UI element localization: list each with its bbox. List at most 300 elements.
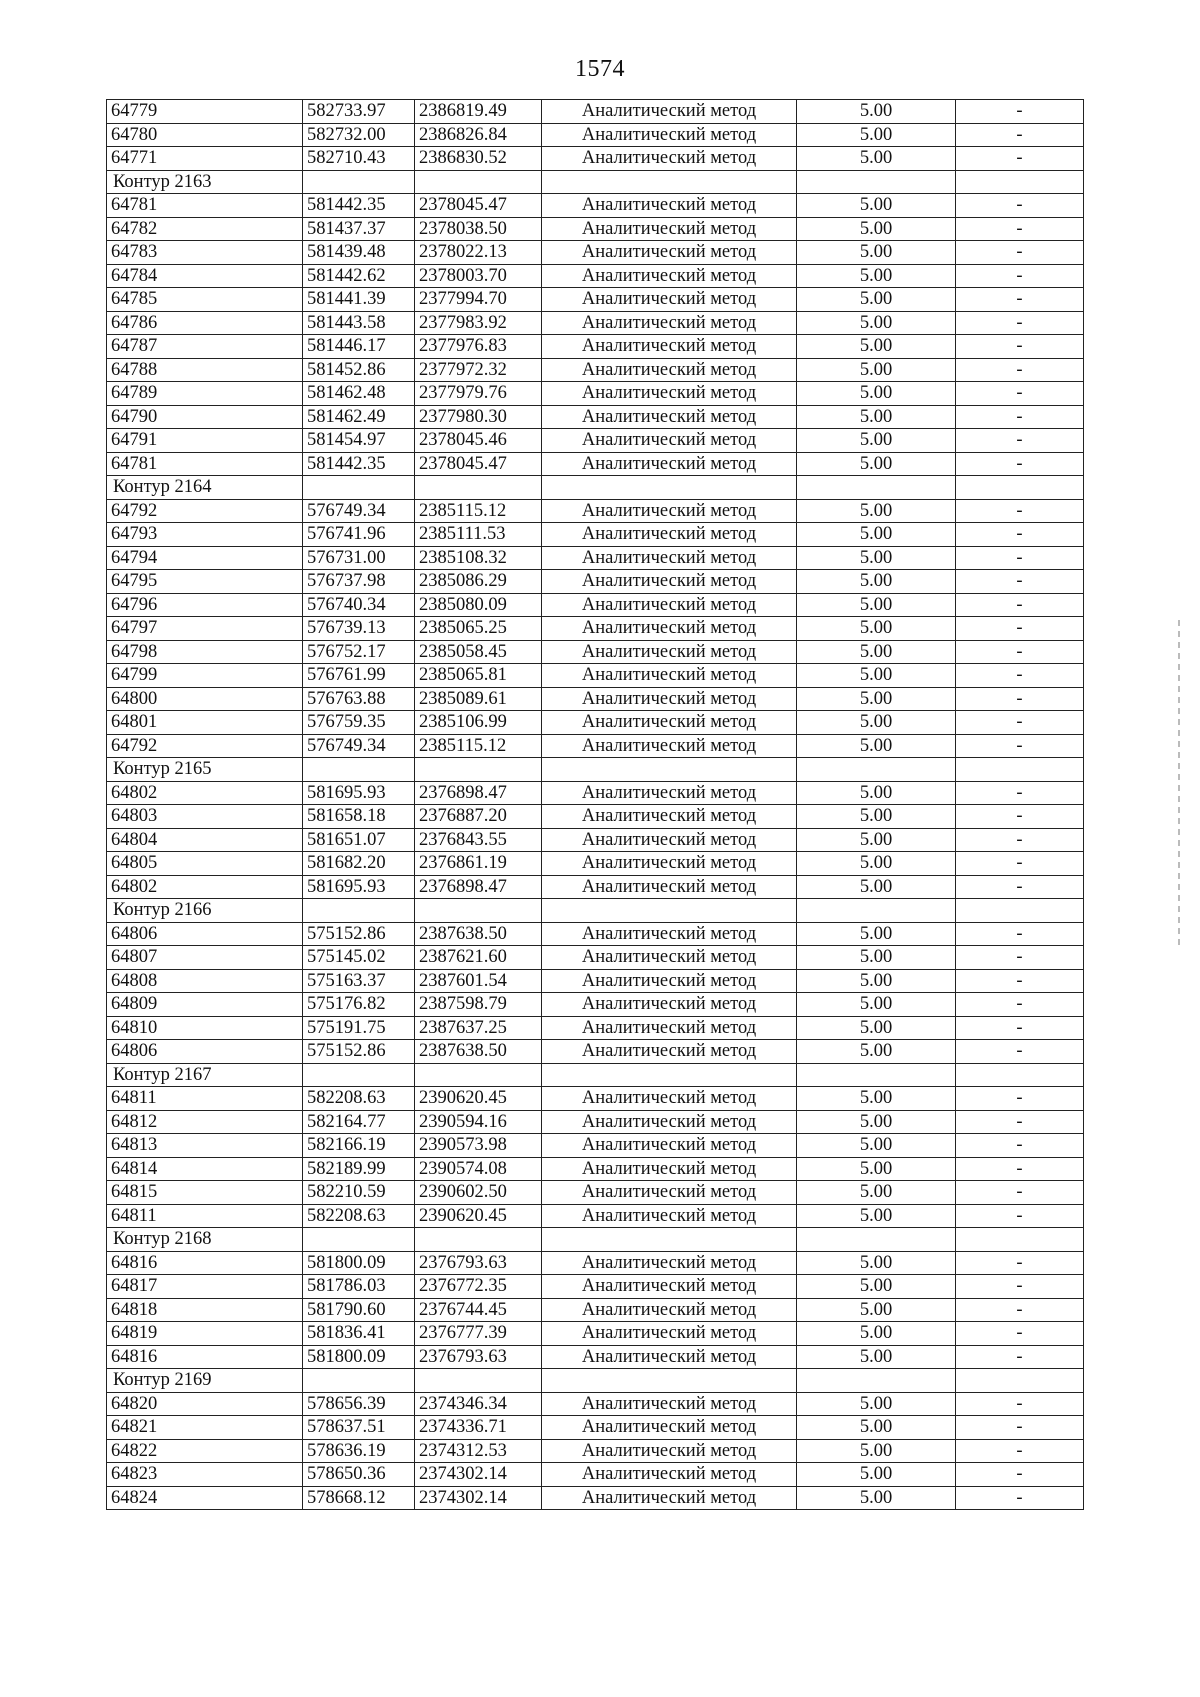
error-cell: 5.00 <box>797 852 956 876</box>
point-id-cell: 64780 <box>107 123 303 147</box>
x-coordinate-cell: 578668.12 <box>303 1486 415 1510</box>
table-row <box>107 241 1084 265</box>
table-row <box>107 640 1084 664</box>
contour-label-cell: Контур 2167 <box>107 1063 303 1087</box>
error-cell: 5.00 <box>797 1110 956 1134</box>
table-row <box>107 1345 1084 1369</box>
method-cell: Аналитический метод <box>542 734 797 758</box>
note-cell: - <box>956 711 1084 735</box>
y-coordinate-cell: 2386819.49 <box>415 100 542 124</box>
point-id-cell: 64795 <box>107 570 303 594</box>
method-cell: Аналитический метод <box>542 1275 797 1299</box>
point-id-cell: 64799 <box>107 664 303 688</box>
table-row <box>107 828 1084 852</box>
error-cell: 5.00 <box>797 1463 956 1487</box>
table-row <box>107 1157 1084 1181</box>
method-cell: Аналитический метод <box>542 1345 797 1369</box>
empty-cell <box>797 899 956 923</box>
contour-header-row <box>107 170 1084 194</box>
y-coordinate-cell: 2387601.54 <box>415 969 542 993</box>
x-coordinate-cell: 581437.37 <box>303 217 415 241</box>
x-coordinate-cell: 581836.41 <box>303 1322 415 1346</box>
method-cell: Аналитический метод <box>542 1251 797 1275</box>
error-cell: 5.00 <box>797 241 956 265</box>
table-row <box>107 1087 1084 1111</box>
method-cell: Аналитический метод <box>542 147 797 171</box>
x-coordinate-cell: 576739.13 <box>303 617 415 641</box>
error-cell: 5.00 <box>797 1251 956 1275</box>
x-coordinate-cell: 581682.20 <box>303 852 415 876</box>
x-coordinate-cell: 576761.99 <box>303 664 415 688</box>
empty-cell <box>797 170 956 194</box>
contour-header-row <box>107 1228 1084 1252</box>
method-cell: Аналитический метод <box>542 1087 797 1111</box>
x-coordinate-cell: 581442.62 <box>303 264 415 288</box>
method-cell: Аналитический метод <box>542 311 797 335</box>
note-cell: - <box>956 358 1084 382</box>
empty-cell <box>542 476 797 500</box>
method-cell: Аналитический метод <box>542 969 797 993</box>
x-coordinate-cell: 576741.96 <box>303 523 415 547</box>
y-coordinate-cell: 2385089.61 <box>415 687 542 711</box>
y-coordinate-cell: 2390620.45 <box>415 1204 542 1228</box>
method-cell: Аналитический метод <box>542 288 797 312</box>
note-cell: - <box>956 288 1084 312</box>
y-coordinate-cell: 2374312.53 <box>415 1439 542 1463</box>
table-row <box>107 570 1084 594</box>
note-cell: - <box>956 194 1084 218</box>
contour-label-cell: Контур 2164 <box>107 476 303 500</box>
empty-cell <box>797 476 956 500</box>
point-id-cell: 64783 <box>107 241 303 265</box>
x-coordinate-cell: 582710.43 <box>303 147 415 171</box>
table-row <box>107 358 1084 382</box>
note-cell: - <box>956 852 1084 876</box>
x-coordinate-cell: 575163.37 <box>303 969 415 993</box>
error-cell: 5.00 <box>797 311 956 335</box>
y-coordinate-cell: 2378003.70 <box>415 264 542 288</box>
error-cell: 5.00 <box>797 264 956 288</box>
y-coordinate-cell: 2387638.50 <box>415 922 542 946</box>
method-cell: Аналитический метод <box>542 546 797 570</box>
x-coordinate-cell: 581443.58 <box>303 311 415 335</box>
y-coordinate-cell: 2378038.50 <box>415 217 542 241</box>
y-coordinate-cell: 2386830.52 <box>415 147 542 171</box>
table-row <box>107 664 1084 688</box>
table-row <box>107 546 1084 570</box>
method-cell: Аналитический метод <box>542 123 797 147</box>
table-row <box>107 875 1084 899</box>
y-coordinate-cell: 2376843.55 <box>415 828 542 852</box>
point-id-cell: 64793 <box>107 523 303 547</box>
point-id-cell: 64794 <box>107 546 303 570</box>
x-coordinate-cell: 581658.18 <box>303 805 415 829</box>
table-row <box>107 781 1084 805</box>
error-cell: 5.00 <box>797 194 956 218</box>
point-id-cell: 64786 <box>107 311 303 335</box>
table-row <box>107 217 1084 241</box>
error-cell: 5.00 <box>797 499 956 523</box>
table-row <box>107 1392 1084 1416</box>
point-id-cell: 64819 <box>107 1322 303 1346</box>
note-cell: - <box>956 1110 1084 1134</box>
method-cell: Аналитический метод <box>542 217 797 241</box>
point-id-cell: 64822 <box>107 1439 303 1463</box>
point-id-cell: 64811 <box>107 1204 303 1228</box>
table-row <box>107 1463 1084 1487</box>
empty-cell <box>956 758 1084 782</box>
note-cell: - <box>956 969 1084 993</box>
y-coordinate-cell: 2390573.98 <box>415 1134 542 1158</box>
point-id-cell: 64809 <box>107 993 303 1017</box>
method-cell: Аналитический метод <box>542 711 797 735</box>
empty-cell <box>956 1228 1084 1252</box>
method-cell: Аналитический метод <box>542 993 797 1017</box>
error-cell: 5.00 <box>797 1204 956 1228</box>
point-id-cell: 64782 <box>107 217 303 241</box>
point-id-cell: 64791 <box>107 429 303 453</box>
method-cell: Аналитический метод <box>542 1110 797 1134</box>
table-row <box>107 123 1084 147</box>
point-id-cell: 64814 <box>107 1157 303 1181</box>
empty-cell <box>797 1228 956 1252</box>
note-cell: - <box>956 922 1084 946</box>
error-cell: 5.00 <box>797 523 956 547</box>
y-coordinate-cell: 2378045.47 <box>415 452 542 476</box>
x-coordinate-cell: 582210.59 <box>303 1181 415 1205</box>
note-cell: - <box>956 946 1084 970</box>
error-cell: 5.00 <box>797 711 956 735</box>
x-coordinate-cell: 576731.00 <box>303 546 415 570</box>
error-cell: 5.00 <box>797 1134 956 1158</box>
x-coordinate-cell: 582164.77 <box>303 1110 415 1134</box>
note-cell: - <box>956 1157 1084 1181</box>
coordinates-table <box>106 99 1084 1510</box>
error-cell: 5.00 <box>797 382 956 406</box>
point-id-cell: 64784 <box>107 264 303 288</box>
empty-cell <box>303 476 415 500</box>
contour-label-cell: Контур 2163 <box>107 170 303 194</box>
error-cell: 5.00 <box>797 617 956 641</box>
x-coordinate-cell: 575191.75 <box>303 1016 415 1040</box>
empty-cell <box>956 1063 1084 1087</box>
error-cell: 5.00 <box>797 429 956 453</box>
note-cell: - <box>956 1463 1084 1487</box>
table-row <box>107 1416 1084 1440</box>
note-cell: - <box>956 687 1084 711</box>
table-row <box>107 288 1084 312</box>
point-id-cell: 64796 <box>107 593 303 617</box>
method-cell: Аналитический метод <box>542 1486 797 1510</box>
empty-cell <box>303 1369 415 1393</box>
point-id-cell: 64789 <box>107 382 303 406</box>
note-cell: - <box>956 1087 1084 1111</box>
table-row <box>107 1204 1084 1228</box>
table-row <box>107 1040 1084 1064</box>
coordinates-table-body <box>107 100 1084 1510</box>
y-coordinate-cell: 2378045.46 <box>415 429 542 453</box>
note-cell: - <box>956 1345 1084 1369</box>
x-coordinate-cell: 581442.35 <box>303 194 415 218</box>
x-coordinate-cell: 575152.86 <box>303 1040 415 1064</box>
y-coordinate-cell: 2390574.08 <box>415 1157 542 1181</box>
x-coordinate-cell: 581452.86 <box>303 358 415 382</box>
note-cell: - <box>956 570 1084 594</box>
x-coordinate-cell: 578636.19 <box>303 1439 415 1463</box>
empty-cell <box>303 758 415 782</box>
error-cell: 5.00 <box>797 288 956 312</box>
x-coordinate-cell: 581800.09 <box>303 1251 415 1275</box>
y-coordinate-cell: 2385058.45 <box>415 640 542 664</box>
y-coordinate-cell: 2376793.63 <box>415 1345 542 1369</box>
x-coordinate-cell: 581786.03 <box>303 1275 415 1299</box>
table-row <box>107 993 1084 1017</box>
x-coordinate-cell: 581790.60 <box>303 1298 415 1322</box>
x-coordinate-cell: 575176.82 <box>303 993 415 1017</box>
y-coordinate-cell: 2387638.50 <box>415 1040 542 1064</box>
error-cell: 5.00 <box>797 993 956 1017</box>
y-coordinate-cell: 2377994.70 <box>415 288 542 312</box>
note-cell: - <box>956 1275 1084 1299</box>
method-cell: Аналитический метод <box>542 429 797 453</box>
point-id-cell: 64785 <box>107 288 303 312</box>
empty-cell <box>956 1369 1084 1393</box>
point-id-cell: 64811 <box>107 1087 303 1111</box>
error-cell: 5.00 <box>797 805 956 829</box>
y-coordinate-cell: 2385065.81 <box>415 664 542 688</box>
empty-cell <box>542 1063 797 1087</box>
contour-header-row <box>107 476 1084 500</box>
x-coordinate-cell: 581446.17 <box>303 335 415 359</box>
y-coordinate-cell: 2386826.84 <box>415 123 542 147</box>
x-coordinate-cell: 578656.39 <box>303 1392 415 1416</box>
empty-cell <box>797 1369 956 1393</box>
x-coordinate-cell: 576749.34 <box>303 734 415 758</box>
note-cell: - <box>956 264 1084 288</box>
table-row <box>107 617 1084 641</box>
point-id-cell: 64806 <box>107 1040 303 1064</box>
note-cell: - <box>956 123 1084 147</box>
table-row <box>107 1134 1084 1158</box>
method-cell: Аналитический метод <box>542 1181 797 1205</box>
note-cell: - <box>956 1204 1084 1228</box>
empty-cell <box>415 899 542 923</box>
table-row <box>107 382 1084 406</box>
error-cell: 5.00 <box>797 217 956 241</box>
contour-label-cell: Контур 2165 <box>107 758 303 782</box>
table-row <box>107 335 1084 359</box>
error-cell: 5.00 <box>797 734 956 758</box>
x-coordinate-cell: 576759.35 <box>303 711 415 735</box>
method-cell: Аналитический метод <box>542 1134 797 1158</box>
note-cell: - <box>956 382 1084 406</box>
y-coordinate-cell: 2377979.76 <box>415 382 542 406</box>
method-cell: Аналитический метод <box>542 1392 797 1416</box>
y-coordinate-cell: 2376861.19 <box>415 852 542 876</box>
table-row <box>107 1275 1084 1299</box>
x-coordinate-cell: 578650.36 <box>303 1463 415 1487</box>
x-coordinate-cell: 581695.93 <box>303 781 415 805</box>
empty-cell <box>303 899 415 923</box>
y-coordinate-cell: 2377980.30 <box>415 405 542 429</box>
x-coordinate-cell: 581462.49 <box>303 405 415 429</box>
x-coordinate-cell: 581651.07 <box>303 828 415 852</box>
error-cell: 5.00 <box>797 335 956 359</box>
point-id-cell: 64817 <box>107 1275 303 1299</box>
method-cell: Аналитический метод <box>542 1298 797 1322</box>
method-cell: Аналитический метод <box>542 946 797 970</box>
method-cell: Аналитический метод <box>542 640 797 664</box>
y-coordinate-cell: 2390620.45 <box>415 1087 542 1111</box>
y-coordinate-cell: 2377983.92 <box>415 311 542 335</box>
method-cell: Аналитический метод <box>542 335 797 359</box>
note-cell: - <box>956 311 1084 335</box>
note-cell: - <box>956 781 1084 805</box>
table-row <box>107 946 1084 970</box>
method-cell: Аналитический метод <box>542 781 797 805</box>
table-row <box>107 523 1084 547</box>
method-cell: Аналитический метод <box>542 1463 797 1487</box>
note-cell: - <box>956 147 1084 171</box>
note-cell: - <box>956 499 1084 523</box>
empty-cell <box>303 1228 415 1252</box>
table-row <box>107 405 1084 429</box>
y-coordinate-cell: 2374302.14 <box>415 1486 542 1510</box>
error-cell: 5.00 <box>797 640 956 664</box>
y-coordinate-cell: 2377972.32 <box>415 358 542 382</box>
note-cell: - <box>956 100 1084 124</box>
empty-cell <box>415 758 542 782</box>
method-cell: Аналитический метод <box>542 100 797 124</box>
method-cell: Аналитический метод <box>542 452 797 476</box>
point-id-cell: 64813 <box>107 1134 303 1158</box>
note-cell: - <box>956 523 1084 547</box>
note-cell: - <box>956 1040 1084 1064</box>
error-cell: 5.00 <box>797 1322 956 1346</box>
x-coordinate-cell: 582208.63 <box>303 1204 415 1228</box>
empty-cell <box>956 476 1084 500</box>
table-row <box>107 1439 1084 1463</box>
note-cell: - <box>956 335 1084 359</box>
point-id-cell: 64781 <box>107 452 303 476</box>
method-cell: Аналитический метод <box>542 1016 797 1040</box>
error-cell: 5.00 <box>797 969 956 993</box>
point-id-cell: 64792 <box>107 499 303 523</box>
table-row <box>107 1181 1084 1205</box>
method-cell: Аналитический метод <box>542 1439 797 1463</box>
error-cell: 5.00 <box>797 546 956 570</box>
table-row <box>107 922 1084 946</box>
error-cell: 5.00 <box>797 1486 956 1510</box>
method-cell: Аналитический метод <box>542 570 797 594</box>
x-coordinate-cell: 576752.17 <box>303 640 415 664</box>
note-cell: - <box>956 993 1084 1017</box>
table-row <box>107 852 1084 876</box>
error-cell: 5.00 <box>797 1016 956 1040</box>
y-coordinate-cell: 2376887.20 <box>415 805 542 829</box>
y-coordinate-cell: 2378045.47 <box>415 194 542 218</box>
method-cell: Аналитический метод <box>542 1416 797 1440</box>
table-row <box>107 969 1084 993</box>
y-coordinate-cell: 2376772.35 <box>415 1275 542 1299</box>
y-coordinate-cell: 2378022.13 <box>415 241 542 265</box>
point-id-cell: 64821 <box>107 1416 303 1440</box>
y-coordinate-cell: 2376744.45 <box>415 1298 542 1322</box>
empty-cell <box>542 758 797 782</box>
method-cell: Аналитический метод <box>542 852 797 876</box>
empty-cell <box>542 899 797 923</box>
error-cell: 5.00 <box>797 452 956 476</box>
y-coordinate-cell: 2374346.34 <box>415 1392 542 1416</box>
point-id-cell: 64787 <box>107 335 303 359</box>
error-cell: 5.00 <box>797 1157 956 1181</box>
note-cell: - <box>956 241 1084 265</box>
point-id-cell: 64771 <box>107 147 303 171</box>
empty-cell <box>415 1369 542 1393</box>
point-id-cell: 64815 <box>107 1181 303 1205</box>
error-cell: 5.00 <box>797 1040 956 1064</box>
table-row <box>107 805 1084 829</box>
x-coordinate-cell: 581454.97 <box>303 429 415 453</box>
y-coordinate-cell: 2385115.12 <box>415 734 542 758</box>
y-coordinate-cell: 2377976.83 <box>415 335 542 359</box>
page-number: 1574 <box>575 56 625 82</box>
note-cell: - <box>956 217 1084 241</box>
error-cell: 5.00 <box>797 1416 956 1440</box>
point-id-cell: 64823 <box>107 1463 303 1487</box>
note-cell: - <box>956 429 1084 453</box>
table-row <box>107 264 1084 288</box>
method-cell: Аналитический метод <box>542 523 797 547</box>
contour-header-row <box>107 1369 1084 1393</box>
empty-cell <box>415 1228 542 1252</box>
point-id-cell: 64790 <box>107 405 303 429</box>
point-id-cell: 64818 <box>107 1298 303 1322</box>
table-row <box>107 1251 1084 1275</box>
error-cell: 5.00 <box>797 687 956 711</box>
point-id-cell: 64803 <box>107 805 303 829</box>
empty-cell <box>956 170 1084 194</box>
contour-label-cell: Контур 2169 <box>107 1369 303 1393</box>
method-cell: Аналитический метод <box>542 805 797 829</box>
table-row <box>107 311 1084 335</box>
scan-margin-marks <box>1178 620 1180 950</box>
point-id-cell: 64816 <box>107 1251 303 1275</box>
error-cell: 5.00 <box>797 946 956 970</box>
y-coordinate-cell: 2385065.25 <box>415 617 542 641</box>
point-id-cell: 64801 <box>107 711 303 735</box>
point-id-cell: 64797 <box>107 617 303 641</box>
empty-cell <box>542 170 797 194</box>
y-coordinate-cell: 2376793.63 <box>415 1251 542 1275</box>
method-cell: Аналитический метод <box>542 1322 797 1346</box>
note-cell: - <box>956 1322 1084 1346</box>
method-cell: Аналитический метод <box>542 1204 797 1228</box>
point-id-cell: 64800 <box>107 687 303 711</box>
error-cell: 5.00 <box>797 123 956 147</box>
method-cell: Аналитический метод <box>542 828 797 852</box>
empty-cell <box>303 1063 415 1087</box>
point-id-cell: 64792 <box>107 734 303 758</box>
point-id-cell: 64806 <box>107 922 303 946</box>
point-id-cell: 64807 <box>107 946 303 970</box>
empty-cell <box>542 1369 797 1393</box>
y-coordinate-cell: 2376777.39 <box>415 1322 542 1346</box>
table-row <box>107 1322 1084 1346</box>
x-coordinate-cell: 575152.86 <box>303 922 415 946</box>
x-coordinate-cell: 576763.88 <box>303 687 415 711</box>
error-cell: 5.00 <box>797 358 956 382</box>
